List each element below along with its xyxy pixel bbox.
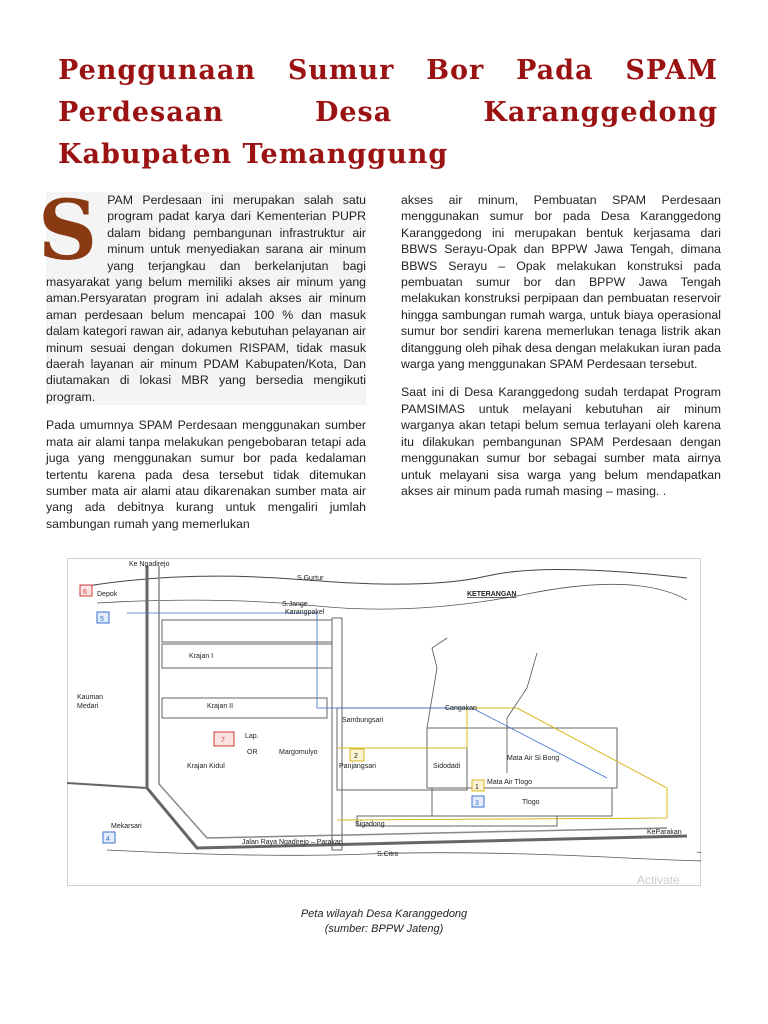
marker-6: [80, 585, 92, 596]
label-s-citro: S.Citro: [377, 851, 399, 858]
label-jalan-raya: Jalan Raya Ngadirejo – Parakan: [242, 839, 343, 846]
title-line-2: Perdesaan Desa Karanggedong: [58, 97, 718, 128]
label-krajan1: Krajan I: [189, 653, 214, 660]
watermark-activate: Activate: [637, 873, 680, 886]
label-krajan2: Krajan II: [207, 703, 234, 710]
marker-1: [472, 780, 484, 791]
label-kauman: Kauman: [77, 694, 104, 701]
svg-text:6: 6: [83, 589, 87, 596]
label-sigadong: Sigadong: [355, 821, 385, 828]
label-mata-air-sibong: Mata Air Si Bong: [507, 755, 560, 762]
label-margomulyo: Margomulyo: [279, 749, 318, 756]
label-ke-parakan: KeParakan: [647, 829, 682, 836]
title-line-1: Penggunaan Sumur Bor Pada SPAM: [58, 55, 718, 86]
article-right-column: [401, 192, 721, 511]
label-depok: Depok: [97, 591, 118, 598]
map-caption-line-2: (sumber: BPPW Jateng): [324, 923, 444, 935]
svg-text:2: 2: [354, 753, 358, 760]
label-panjangsari: Panjangsari: [339, 763, 376, 770]
label-cangakan: Cangakan: [445, 705, 477, 712]
svg-text:5: 5: [100, 616, 104, 623]
marker-4: [103, 832, 115, 843]
village-map: [67, 558, 701, 886]
svg-text:7: 7: [221, 737, 225, 744]
intro-text: PAM Perdesaan ini merupakan salah satu program padat karya dari Kementerian PUPR dalam bidang pembangunan infrastruktur air minum untuk menyediakan sarana air minum yang terjangkau dan berkelanjutan bagi masyarakat yang belum memiliki akses air minum yang aman.Persyaratan program ini adalah akses air minum aman perdesaan belum mencapai 100 % dan masuk dalam kategori rawan air, adanya kebutuhan pelayanan air minum sesuai dengan dokumen RISPAM, tidak masuk daerah layanan air minum PDAM Kabupaten/Kota, Dan diutamakan di lokasi MBR yang bersedia mengikuti program.: [46, 193, 366, 404]
label-s-gurtur: S.Gurtur: [297, 575, 324, 582]
svg-text:3: 3: [475, 800, 479, 807]
svg-text:1: 1: [475, 784, 479, 791]
label-sambungsari: Sambungsari: [342, 717, 384, 724]
marker-2: [350, 749, 364, 761]
label-mata-air-tlogo: Mata Air Tlogo: [487, 779, 533, 786]
label-ke-ngadirejo: Ke Ngadirejo: [129, 561, 170, 568]
article-left-column: [38, 183, 366, 544]
paragraph-2: Pada umumnya SPAM Perdesaan menggunakan sumber mata air alami tanpa melakukan pengebobaran tetapi ada juga yang menggunakan sumur bor pada kedalaman tertentu karena pada desa tersebut tidak ditemukan sumber mata air alami atau dikarenakan sumber mata air yang ada debitnya kurang untuk mengaliri jumlah sambungan rumah yang memerlukan: [46, 418, 366, 531]
label-mekarsari: Mekarsari: [111, 823, 142, 830]
map-caption-line-1: Peta wilayah Desa Karanggedong: [300, 908, 468, 920]
label-or: OR: [247, 749, 258, 756]
label-karangpakel: Karangpakel: [285, 609, 325, 616]
label-sidodadi: Sidodadi: [433, 763, 461, 770]
marker-5: [97, 612, 109, 623]
label-tlogo: Tlogo: [522, 799, 540, 806]
intro-paragraph: [38, 183, 366, 405]
svg-text:4: 4: [106, 836, 110, 843]
paragraph-4: Saat ini di Desa Karanggedong sudah terdapat Program PAMSIMAS untuk melayani kebutuhan air minum warganya akan tetapi belum semua terlayani oleh karena itu dilakukan pembangunan SPAM Perdesaan dengan menggunakan sumur bor sebagai sumber mata airnya untuk melayani sisa warga yang belum mendapatkan akses air minum pada rumah masing – masing. .: [401, 385, 721, 498]
marker-7: [214, 732, 234, 746]
label-lap: Lap.: [245, 733, 259, 740]
label-krajan-kidul: Krajan Kidul: [187, 763, 225, 770]
map-frame: [68, 559, 701, 886]
paragraph-3: akses air minum, Pembuatan SPAM Perdesaan menggunakan sumur bor pada Desa Karanggedong Karanggedong ini merupakan bentuk kerjasama dari BBWS Serayu-Opak dan BPPW Jawa Tengah, dimana BBWS Serayu – Opak melakukan konstruksi pada pembuatan sumur bor dan BPPW Jawa Tengah melakukan konstruksi perpipaan dan pembuatan reservoir hingga sambungan rumah warga, untuk biaya operasional sumur bor sendiri karena memerlukan tenaga listrik akan ditanggung oleh pihak desa dengan melakukan iuran pada warga yang menggunakan SPAM Perdesaan tersebut.: [401, 193, 721, 372]
drop-cap: S: [38, 183, 98, 279]
title-line-3: Kabupaten Temanggung: [58, 139, 449, 170]
article-title: [58, 50, 718, 176]
marker-3: [472, 796, 484, 807]
label-medari: Medari: [77, 703, 99, 710]
label-keterangan: KETERANGAN: [467, 591, 517, 598]
label-s-jange: S.Jange: [282, 601, 308, 608]
